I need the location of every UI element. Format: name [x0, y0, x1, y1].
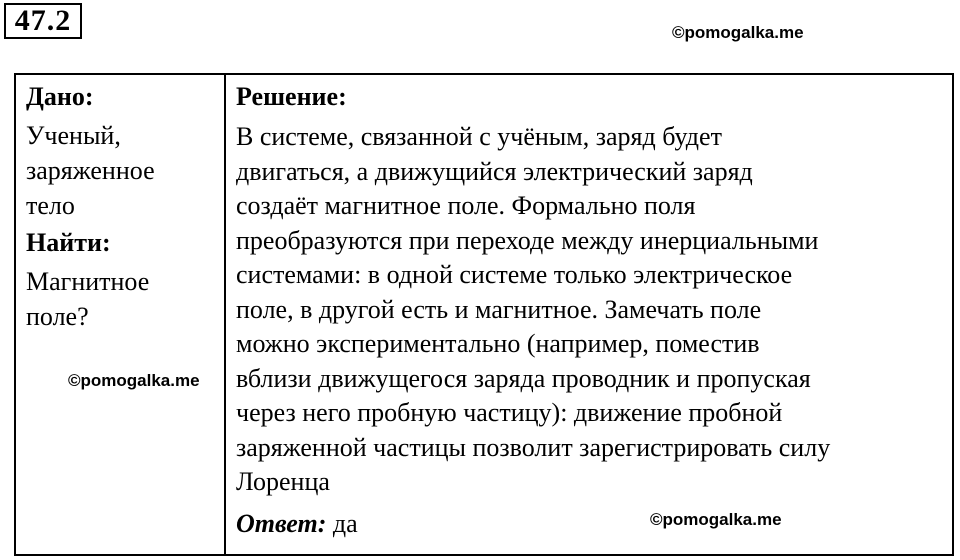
solution-line: можно экспериментально (например, поместив — [236, 329, 760, 358]
answer-label: Ответ: — [236, 508, 327, 538]
find-line: Магнитное — [26, 267, 150, 296]
watermark-bottom: ©pomogalka.me — [650, 510, 782, 529]
given-line: Ученый, — [26, 121, 121, 150]
solution-line: преобразуются при переходе между инерциальными — [236, 225, 819, 255]
solution-line: создаёт магнитное поле. Формально поля — [236, 191, 696, 220]
solution-text — [236, 120, 942, 500]
find-line: поле? — [26, 302, 89, 331]
solution-line: системами: в одной системе только электрическое — [236, 260, 793, 289]
problem-number: 47.2 — [4, 3, 82, 39]
solution-heading: Решение: — [236, 82, 347, 111]
given-text — [26, 118, 214, 223]
task-table — [14, 73, 954, 556]
solution-column — [225, 74, 953, 555]
given-line: заряженное — [26, 156, 155, 185]
solution-line: В системе, связанной с учёным, заряд будет — [236, 122, 722, 151]
solution-line: заряженной частицы позволит зарегистрировать силу — [236, 432, 831, 462]
answer-value: да — [332, 508, 358, 538]
answer-line — [236, 506, 942, 541]
solution-line: вблизи движущегося заряда проводник и пропуская — [236, 363, 811, 393]
find-text — [26, 264, 214, 334]
given-column — [15, 74, 225, 555]
solution-line: двигаться, а движущийся электрический заряд — [236, 156, 753, 186]
given-heading: Дано: — [26, 82, 94, 111]
find-heading: Найти: — [26, 228, 111, 257]
given-line: тело — [26, 191, 75, 220]
solution-line: через него пробную частицу): движение пробной — [236, 398, 783, 427]
solution-line: поле, в другой есть и магнитное. Замечать поле — [236, 294, 762, 324]
solution-line: Лоренца — [236, 467, 330, 496]
watermark-left: ©pomogalka.me — [68, 371, 200, 390]
watermark-top: ©pomogalka.me — [672, 23, 804, 42]
